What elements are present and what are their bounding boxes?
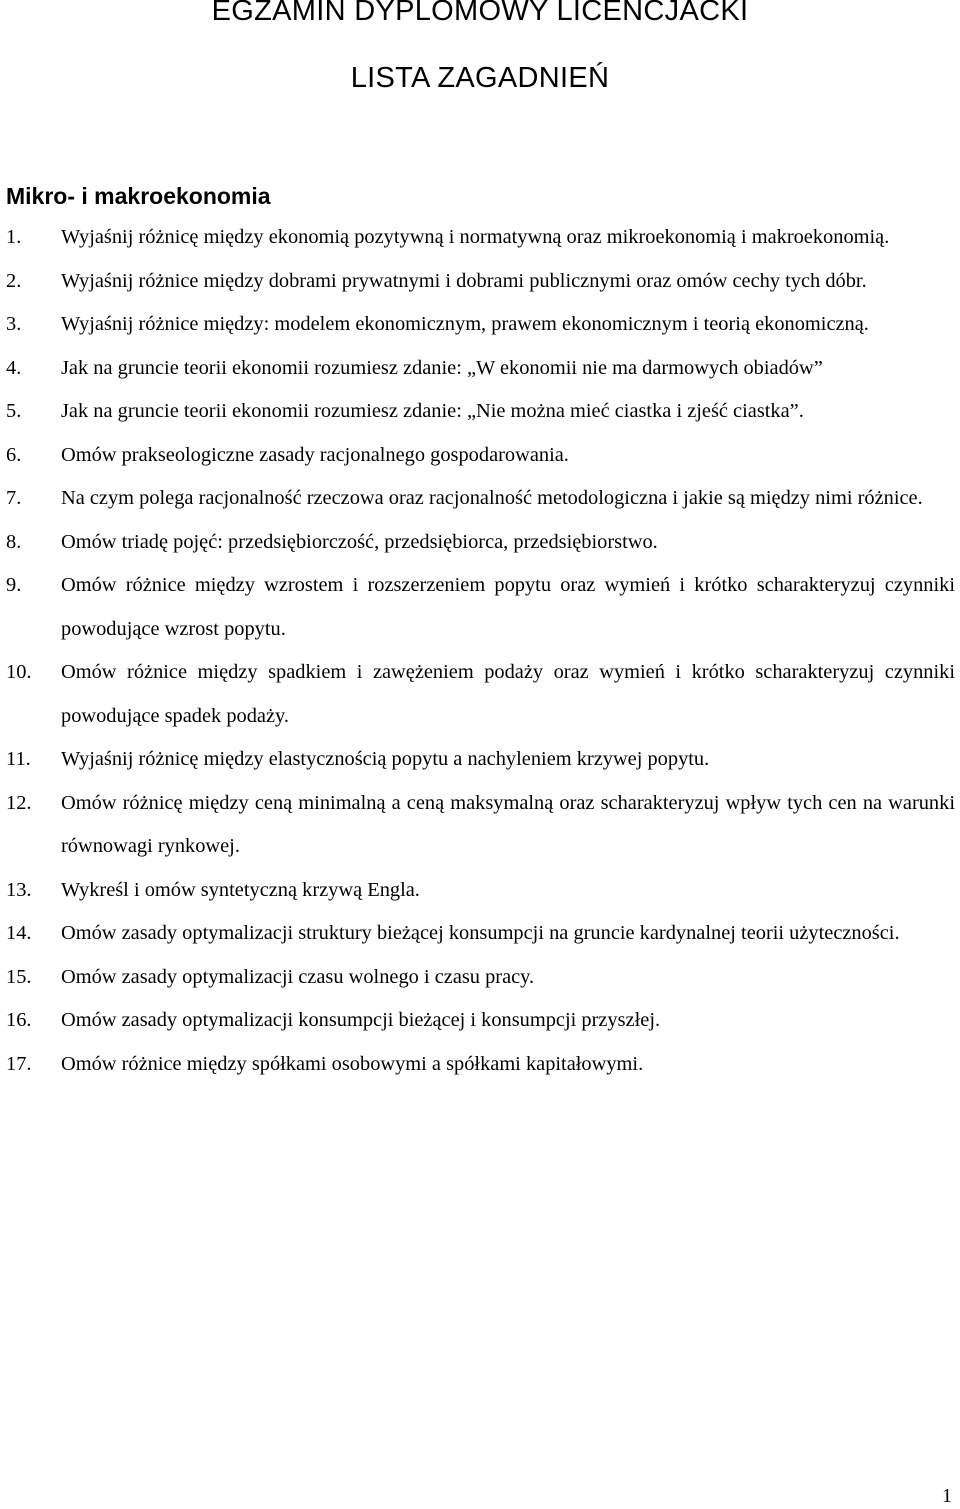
document-title: EGZAMIN DYPLOMOWY LICENCJACKI (211, 0, 749, 27)
list-item (0, 651, 960, 738)
item-number: 11. (6, 748, 31, 770)
item-number: 5. (6, 400, 22, 422)
item-number: 7. (6, 487, 22, 509)
item-number: 6. (6, 443, 22, 466)
list-item (0, 564, 960, 651)
item-number: 9. (6, 574, 22, 596)
list-item (0, 347, 960, 391)
item-number: 8. (6, 530, 22, 553)
item-number: 10. (6, 661, 32, 683)
list-item (0, 738, 960, 782)
item-text: Omów zasady optymalizacji konsumpcji bieżącej i konsumpcji przyszłej. (61, 1009, 661, 1031)
item-number: 3. (6, 313, 22, 335)
item-text: Wyjaśnij różnicę między ekonomią pozytywną i normatywną oraz mikroekonomią i makroekonomią. (61, 226, 890, 248)
item-text: Omów zasady optymalizacji struktury bieżącej konsumpcji na gruncie kardynalnej teorii użyteczności. (61, 922, 900, 944)
list-item (0, 303, 960, 347)
list-item (0, 216, 960, 260)
item-text: Omów różnice między wzrostem i rozszerzeniem popytu oraz wymień i krótko scharakteryzuj czynniki powodujące wzrost popytu. (61, 574, 955, 640)
item-number: 15. (6, 965, 32, 988)
item-number: 14. (6, 922, 32, 944)
list-item (0, 260, 960, 304)
item-text: Omów różnicę między ceną minimalną a ceną maksymalną oraz scharakteryzuj wpływ tych cen na warunki równowagi rynkowej. (61, 791, 955, 857)
item-text: Jak na gruncie teorii ekonomii rozumiesz zdanie: „Nie można mieć ciastka i zjeść ciastka”. (61, 400, 804, 422)
item-text: Omów różnice między spadkiem i zawężeniem podaży oraz wymień i krótko scharakteryzuj czynniki powodujące spadek podaży. (61, 661, 955, 727)
item-text: Wyjaśnij różnice między: modelem ekonomicznym, prawem ekonomicznym i teorią ekonomiczną. (61, 313, 869, 335)
item-text: Wyjaśnij różnice między dobrami prywatnymi i dobrami publicznymi oraz omów cechy tych dóbr. (61, 269, 867, 292)
list-item (0, 1043, 960, 1087)
item-number: 1. (6, 226, 22, 248)
item-text: Wykreśl i omów syntetyczną krzywą Engla. (61, 878, 420, 901)
item-text: Omów prakseologiczne zasady racjonalnego gospodarowania. (61, 443, 569, 466)
item-number: 2. (6, 269, 22, 292)
item-number: 13. (6, 878, 32, 901)
list-item (0, 521, 960, 565)
item-text: Omów różnice między spółkami osobowymi a spółkami kapitałowymi. (61, 1052, 644, 1075)
list-item (0, 912, 960, 956)
list-item (0, 869, 960, 913)
item-number: 16. (6, 1009, 32, 1031)
item-text: Omów triadę pojęć: przedsiębiorczość, przedsiębiorca, przedsiębiorstwo. (61, 530, 658, 553)
list-item (0, 956, 960, 1000)
item-text: Wyjaśnij różnicę między elastycznością popytu a nachyleniem krzywej popytu. (61, 748, 710, 770)
page-number: 1 (942, 1485, 952, 1507)
item-number: 4. (6, 356, 22, 379)
section-heading: Mikro- i makroekonomia (6, 183, 271, 209)
list-item (0, 390, 960, 434)
item-number: 12. (6, 791, 32, 814)
list-item (0, 999, 960, 1043)
item-number: 17. (6, 1052, 32, 1075)
list-item (0, 782, 960, 869)
item-text: Omów zasady optymalizacji czasu wolnego i czasu pracy. (61, 965, 535, 988)
document-subtitle: LISTA ZAGADNIEŃ (350, 62, 610, 94)
item-text: Na czym polega racjonalność rzeczowa oraz racjonalność metodologiczna i jakie są między nimi różnice. (61, 487, 923, 509)
list-item (0, 434, 960, 478)
question-list (0, 216, 960, 1086)
item-text: Jak na gruncie teorii ekonomii rozumiesz zdanie: „W ekonomii nie ma darmowych obiadów” (61, 356, 823, 379)
list-item (0, 477, 960, 521)
